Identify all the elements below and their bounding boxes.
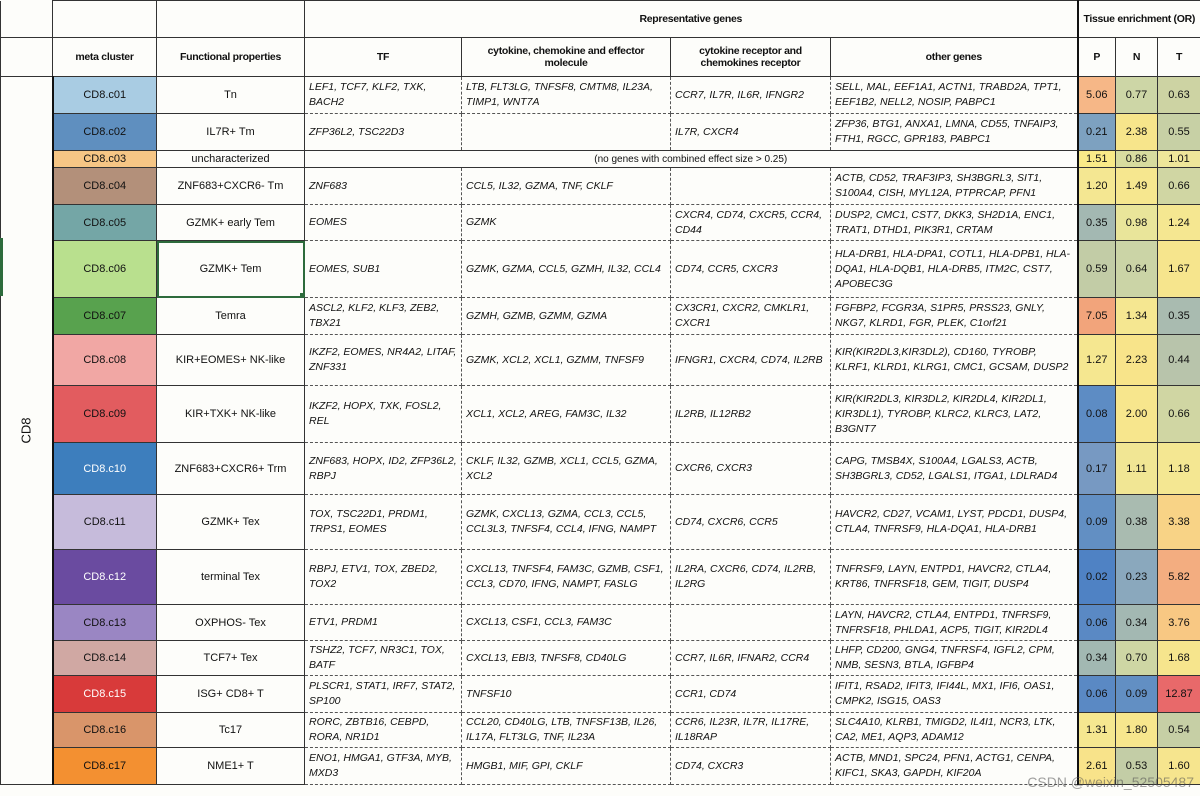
tf-genes-cell[interactable]: IKZF2, HOPX, TXK, FOSL2, REL xyxy=(305,386,462,443)
functional-property-cell[interactable]: uncharacterized xyxy=(157,151,305,168)
or-n-cell[interactable]: 2.38 xyxy=(1116,114,1158,151)
or-p-cell[interactable]: 0.09 xyxy=(1078,495,1116,550)
other-genes-cell[interactable]: KIR(KIR2DL3,KIR3DL2), CD160, TYROBP, KLRF1, KLRD1, KLRG1, CMC1, GCSAM, DUSP2 xyxy=(831,335,1078,386)
meta-cluster-cell[interactable]: CD8.c10 xyxy=(53,443,157,495)
table-row xyxy=(1,114,1200,151)
functional-property-cell[interactable]: terminal Tex xyxy=(157,550,305,605)
or-n-cell[interactable]: 2.23 xyxy=(1116,335,1158,386)
selection-fill-handle[interactable] xyxy=(300,293,305,298)
functional-property-cell[interactable]: GZMK+ Tex xyxy=(157,495,305,550)
table-row xyxy=(1,443,1200,495)
cytokine-genes-cell[interactable]: GZMK, CXCL13, GZMA, CCL3, CCL5, CCL3L3, TNFSF4, CCL4, IFNG, NAMPT xyxy=(462,495,671,550)
meta-cluster-cell[interactable]: CD8.c17 xyxy=(53,748,157,785)
no-genes-note: (no genes with combined effect size > 0.25) xyxy=(305,151,1078,168)
or-n-cell[interactable]: 0.38 xyxy=(1116,495,1158,550)
receptor-genes-cell[interactable]: CCR1, CD74 xyxy=(671,676,831,713)
or-n-cell[interactable]: 1.49 xyxy=(1116,168,1158,205)
other-genes-cell[interactable]: HLA-DRB1, HLA-DPA1, COTL1, HLA-DPB1, HLA-DQA1, HLA-DQB1, HLA-DRB5, ITM2C, CST7, APOBEC3G xyxy=(831,241,1078,298)
or-p-cell[interactable]: 0.59 xyxy=(1078,241,1116,298)
functional-property-cell[interactable]: IL7R+ Tm xyxy=(157,114,305,151)
representative-genes-header: Representative genes xyxy=(305,1,1078,38)
functional-property-cell[interactable]: ZNF683+CXCR6+ Trm xyxy=(157,443,305,495)
or-p-cell[interactable]: 0.17 xyxy=(1078,443,1116,495)
meta-cluster-cell[interactable]: CD8.c02 xyxy=(53,114,157,151)
table-row xyxy=(1,241,1200,298)
or-n-cell[interactable]: 1.80 xyxy=(1116,713,1158,748)
n-header: N xyxy=(1116,38,1158,77)
functional-property-cell[interactable]: ZNF683+CXCR6- Tm xyxy=(157,168,305,205)
or-n-cell[interactable]: 0.34 xyxy=(1116,605,1158,641)
functional-property-cell[interactable]: Tc17 xyxy=(157,713,305,748)
or-t-cell[interactable]: 0.54 xyxy=(1158,713,1200,748)
or-t-cell[interactable]: 5.82 xyxy=(1158,550,1200,605)
or-p-cell[interactable]: 2.61 xyxy=(1078,748,1116,785)
or-t-cell[interactable]: 0.55 xyxy=(1158,114,1200,151)
cytokine-genes-cell[interactable]: CXCL13, EBI3, TNFSF8, CD40LG xyxy=(462,641,671,676)
cytokine-genes-cell[interactable]: GZMH, GZMB, GZMM, GZMA xyxy=(462,298,671,335)
cytokine-genes-cell[interactable]: GZMK, XCL2, XCL1, GZMM, TNFSF9 xyxy=(462,335,671,386)
meta-cluster-cell[interactable]: CD8.c06 xyxy=(53,241,157,298)
cytokine-header: cytokine, chemokine and effector molecule xyxy=(462,38,671,77)
table-row xyxy=(1,205,1200,241)
table-row xyxy=(1,641,1200,676)
other-genes-cell[interactable]: ACTB, MND1, SPC24, PFN1, ACTG1, CENPA, KIFC1, SKA3, GAPDH, KIF20A xyxy=(831,748,1078,785)
or-n-cell[interactable]: 1.34 xyxy=(1116,298,1158,335)
or-n-cell[interactable]: 0.98 xyxy=(1116,205,1158,241)
or-n-cell[interactable]: 0.70 xyxy=(1116,641,1158,676)
table-row xyxy=(1,298,1200,335)
or-p-cell[interactable]: 1.20 xyxy=(1078,168,1116,205)
cytokine-genes-cell[interactable]: LTB, FLT3LG, TNFSF8, CMTM8, IL23A, TIMP1, WNT7A xyxy=(462,77,671,114)
or-n-cell[interactable]: 0.53 xyxy=(1116,748,1158,785)
cytokine-genes-cell[interactable]: CCL5, IL32, GZMA, TNF, CKLF xyxy=(462,168,671,205)
table-row xyxy=(1,77,1200,114)
or-n-cell[interactable]: 0.64 xyxy=(1116,241,1158,298)
other-genes-cell[interactable]: SELL, MAL, EEF1A1, ACTN1, TRABD2A, TPT1, EEF1B2, NELL2, NOSIP, PABPC1 xyxy=(831,77,1078,114)
other-genes-cell[interactable]: IFIT1, RSAD2, IFIT3, IFI44L, MX1, IFI6, OAS1, CMPK2, ISG15, OAS3 xyxy=(831,676,1078,713)
functional-property-cell[interactable]: Tn xyxy=(157,77,305,114)
tf-genes-cell[interactable]: RORC, ZBTB16, CEBPD, RORA, NR1D1 xyxy=(305,713,462,748)
other-genes-header: other genes xyxy=(831,38,1078,77)
or-t-cell[interactable]: 1.24 xyxy=(1158,205,1200,241)
cytokine-genes-cell[interactable]: CCL20, CD40LG, LTB, TNFSF13B, IL26, IL17A, FLT3LG, TNF, IL23A xyxy=(462,713,671,748)
other-genes-cell[interactable]: FGFBP2, FCGR3A, S1PR5, PRSS23, GNLY, NKG7, KLRD1, FGR, PLEK, C1orf21 xyxy=(831,298,1078,335)
corner-cell xyxy=(1,38,53,77)
cytokine-genes-cell[interactable] xyxy=(462,114,671,151)
or-p-cell[interactable]: 7.05 xyxy=(1078,298,1116,335)
corner-cell xyxy=(1,1,53,38)
or-t-cell[interactable]: 1.01 xyxy=(1158,151,1200,168)
receptor-genes-cell[interactable]: CD74, CXCR3 xyxy=(671,748,831,785)
tf-genes-cell[interactable]: ZNF683, HOPX, ID2, ZFP36L2, RBPJ xyxy=(305,443,462,495)
receptor-genes-cell[interactable] xyxy=(671,168,831,205)
cytokine-genes-cell[interactable]: CXCL13, TNFSF4, FAM3C, GZMB, CSF1, CCL3, CD70, IFNG, NAMPT, FASLG xyxy=(462,550,671,605)
other-genes-cell[interactable]: LHFP, CD200, GNG4, TNFRSF4, IGFL2, CPM, NMB, SESN3, BTLA, IGFBP4 xyxy=(831,641,1078,676)
tf-genes-cell[interactable]: ZNF683 xyxy=(305,168,462,205)
or-n-cell[interactable]: 2.00 xyxy=(1116,386,1158,443)
group-label-cell xyxy=(1,77,53,785)
table-row xyxy=(1,748,1200,785)
receptor-genes-cell[interactable]: IL7R, CXCR4 xyxy=(671,114,831,151)
meta-cluster-cell[interactable]: CD8.c11 xyxy=(53,495,157,550)
meta-cluster-cell[interactable]: CD8.c01 xyxy=(53,77,157,114)
other-genes-cell[interactable]: HAVCR2, CD27, VCAM1, LYST, PDCD1, DUSP4, CTLA4, TNFRSF9, HLA-DQA1, HLA-DRB1 xyxy=(831,495,1078,550)
other-genes-cell[interactable]: CAPG, TMSB4X, S100A4, LGALS3, ACTB, SH3BGRL3, CD52, LGALS1, ITGA1, LDLRAD4 xyxy=(831,443,1078,495)
receptor-genes-cell[interactable] xyxy=(671,605,831,641)
tf-genes-cell[interactable]: LEF1, TCF7, KLF2, TXK, BACH2 xyxy=(305,77,462,114)
or-t-cell[interactable]: 0.66 xyxy=(1158,168,1200,205)
or-p-cell[interactable]: 1.31 xyxy=(1078,713,1116,748)
receptor-genes-cell[interactable]: CXCR6, CXCR3 xyxy=(671,443,831,495)
meta-cluster-cell[interactable]: CD8.c14 xyxy=(53,641,157,676)
or-p-cell[interactable]: 1.51 xyxy=(1078,151,1116,168)
meta-cluster-cell[interactable]: CD8.c07 xyxy=(53,298,157,335)
empty-header-cell xyxy=(157,1,305,38)
receptor-header: cytokine receptor and chemokines receptor xyxy=(671,38,831,77)
table-row xyxy=(1,550,1200,605)
receptor-genes-cell[interactable]: CCR7, IL7R, IL6R, IFNGR2 xyxy=(671,77,831,114)
or-t-cell[interactable]: 0.63 xyxy=(1158,77,1200,114)
functional-property-cell[interactable]: TCF7+ Tex xyxy=(157,641,305,676)
receptor-genes-cell[interactable]: CD74, CCR5, CXCR3 xyxy=(671,241,831,298)
table-row xyxy=(1,151,1200,168)
or-p-cell[interactable]: 0.02 xyxy=(1078,550,1116,605)
cytokine-genes-cell[interactable]: TNFSF10 xyxy=(462,676,671,713)
functional-property-cell[interactable]: KIR+EOMES+ NK-like xyxy=(157,335,305,386)
table-row xyxy=(1,495,1200,550)
or-t-cell[interactable]: 1.60 xyxy=(1158,748,1200,785)
receptor-genes-cell[interactable]: CX3CR1, CXCR2, CMKLR1, CXCR1 xyxy=(671,298,831,335)
tf-genes-cell[interactable]: RBPJ, ETV1, TOX, ZBED2, TOX2 xyxy=(305,550,462,605)
tf-genes-cell[interactable]: ETV1, PRDM1 xyxy=(305,605,462,641)
cytokine-genes-cell[interactable]: HMGB1, MIF, GPI, CKLF xyxy=(462,748,671,785)
or-t-cell[interactable]: 1.67 xyxy=(1158,241,1200,298)
meta-cluster-cell[interactable]: CD8.c09 xyxy=(53,386,157,443)
other-genes-cell[interactable]: TNFRSF9, LAYN, ENTPD1, HAVCR2, CTLA4, KRT86, TNFRSF18, GEM, TIGIT, DUSP4 xyxy=(831,550,1078,605)
watermark: CSDN @weixin_52505487 xyxy=(1027,774,1194,790)
functional-property-cell[interactable]: GZMK+ Tem xyxy=(157,241,305,298)
functional-properties-header: Functional properties xyxy=(157,38,305,77)
other-genes-cell[interactable]: ACTB, CD52, TRAF3IP3, SH3BGRL3, SIT1, S100A4, CISH, MYL12A, PTPRCAP, PFN1 xyxy=(831,168,1078,205)
meta-cluster-cell[interactable]: CD8.c15 xyxy=(53,676,157,713)
other-genes-cell[interactable]: ZFP36, BTG1, ANXA1, LMNA, CD55, TNFAIP3, FTH1, RGCC, GPR183, PABPC1 xyxy=(831,114,1078,151)
or-t-cell[interactable]: 1.68 xyxy=(1158,641,1200,676)
receptor-genes-cell[interactable]: IFNGR1, CXCR4, CD74, IL2RB xyxy=(671,335,831,386)
receptor-genes-cell[interactable]: CXCR4, CD74, CXCR5, CCR4, CD44 xyxy=(671,205,831,241)
table-row xyxy=(1,335,1200,386)
meta-cluster-cell[interactable]: CD8.c05 xyxy=(53,205,157,241)
tf-genes-cell[interactable]: TSHZ2, TCF7, NR3C1, TOX, BATF xyxy=(305,641,462,676)
receptor-genes-cell[interactable]: CD74, CXCR6, CCR5 xyxy=(671,495,831,550)
functional-property-cell[interactable]: NME1+ T xyxy=(157,748,305,785)
other-genes-cell[interactable]: SLC4A10, KLRB1, TMIGD2, IL4I1, NCR3, LTK, CA2, ME1, AQP3, ADAM12 xyxy=(831,713,1078,748)
tf-genes-cell[interactable]: EOMES xyxy=(305,205,462,241)
functional-property-cell[interactable]: OXPHOS- Tex xyxy=(157,605,305,641)
or-t-cell[interactable]: 12.87 xyxy=(1158,676,1200,713)
meta-cluster-cell[interactable]: CD8.c13 xyxy=(53,605,157,641)
functional-property-cell[interactable]: ISG+ CD8+ T xyxy=(157,676,305,713)
or-n-cell[interactable]: 0.09 xyxy=(1116,676,1158,713)
cytokine-genes-cell[interactable]: GZMK, GZMA, CCL5, GZMH, IL32, CCL4 xyxy=(462,241,671,298)
or-n-cell[interactable]: 0.23 xyxy=(1116,550,1158,605)
table-row xyxy=(1,713,1200,748)
functional-property-cell[interactable]: Temra xyxy=(157,298,305,335)
or-p-cell[interactable]: 0.34 xyxy=(1078,641,1116,676)
receptor-genes-cell[interactable]: IL2RA, CXCR6, CD74, IL2RB, IL2RG xyxy=(671,550,831,605)
or-t-cell[interactable]: 1.18 xyxy=(1158,443,1200,495)
or-t-cell[interactable]: 0.66 xyxy=(1158,386,1200,443)
table-row xyxy=(1,605,1200,641)
meta-cluster-header: meta cluster xyxy=(53,38,157,77)
or-p-cell[interactable]: 0.06 xyxy=(1078,676,1116,713)
receptor-genes-cell[interactable]: CCR6, IL23R, IL7R, IL17RE, IL18RAP xyxy=(671,713,831,748)
or-t-cell[interactable]: 0.35 xyxy=(1158,298,1200,335)
selection-edge-marker xyxy=(0,238,3,296)
or-t-cell[interactable]: 3.38 xyxy=(1158,495,1200,550)
tf-genes-cell[interactable]: ENO1, HMGA1, GTF3A, MYB, MXD3 xyxy=(305,748,462,785)
or-p-cell[interactable]: 0.35 xyxy=(1078,205,1116,241)
meta-cluster-cell[interactable]: CD8.c12 xyxy=(53,550,157,605)
meta-cluster-cell[interactable]: CD8.c04 xyxy=(53,168,157,205)
tf-genes-cell[interactable]: PLSCR1, STAT1, IRF7, STAT2, SP100 xyxy=(305,676,462,713)
or-n-cell[interactable]: 0.86 xyxy=(1116,151,1158,168)
p-header: P xyxy=(1078,38,1116,77)
other-genes-cell[interactable]: KIR(KIR2DL3, KIR3DL2, KIR2DL4, KIR2DL1, KIR3DL1), TYROBP, KLRC2, KLRC3, LAT2, B3GNT7 xyxy=(831,386,1078,443)
receptor-genes-cell[interactable]: CCR7, IL6R, IFNAR2, CCR4 xyxy=(671,641,831,676)
or-p-cell[interactable]: 0.21 xyxy=(1078,114,1116,151)
tissue-enrichment-header: Tissue enrichment (OR) xyxy=(1078,1,1200,38)
or-t-cell[interactable]: 3.76 xyxy=(1158,605,1200,641)
tf-genes-cell[interactable]: IKZF2, EOMES, NR4A2, LITAF, ZNF331 xyxy=(305,335,462,386)
cytokine-genes-cell[interactable]: CKLF, IL32, GZMB, XCL1, CCL5, GZMA, XCL2 xyxy=(462,443,671,495)
table-row xyxy=(1,168,1200,205)
t-header: T xyxy=(1158,38,1200,77)
tf-genes-cell[interactable]: ASCL2, KLF2, KLF3, ZEB2, TBX21 xyxy=(305,298,462,335)
or-n-cell[interactable]: 1.11 xyxy=(1116,443,1158,495)
cytokine-genes-cell[interactable]: CXCL13, CSF1, CCL3, FAM3C xyxy=(462,605,671,641)
tf-genes-cell[interactable]: TOX, TSC22D1, PRDM1, TRPS1, EOMES xyxy=(305,495,462,550)
table-row xyxy=(1,386,1200,443)
or-n-cell[interactable]: 0.77 xyxy=(1116,77,1158,114)
empty-header-cell xyxy=(53,1,157,38)
or-p-cell[interactable]: 5.06 xyxy=(1078,77,1116,114)
meta-cluster-cell[interactable]: CD8.c16 xyxy=(53,713,157,748)
or-p-cell[interactable]: 1.27 xyxy=(1078,335,1116,386)
other-genes-cell[interactable]: DUSP2, CMC1, CST7, DKK3, SH2D1A, ENC1, TRAT1, DTHD1, PIK3R1, CRTAM xyxy=(831,205,1078,241)
or-t-cell[interactable]: 0.44 xyxy=(1158,335,1200,386)
or-p-cell[interactable]: 0.06 xyxy=(1078,605,1116,641)
group-label: CD8 xyxy=(18,417,34,444)
or-p-cell[interactable]: 0.08 xyxy=(1078,386,1116,443)
receptor-genes-cell[interactable]: IL2RB, IL12RB2 xyxy=(671,386,831,443)
cytokine-genes-cell[interactable]: GZMK xyxy=(462,205,671,241)
tf-genes-cell[interactable]: ZFP36L2, TSC22D3 xyxy=(305,114,462,151)
meta-cluster-cell[interactable]: CD8.c03 xyxy=(53,151,157,168)
other-genes-cell[interactable]: LAYN, HAVCR2, CTLA4, ENTPD1, TNFRSF9, TNFRSF18, PHLDA1, ACP5, TIGIT, KIR2DL4 xyxy=(831,605,1078,641)
functional-property-cell[interactable]: KIR+TXK+ NK-like xyxy=(157,386,305,443)
meta-cluster-cell[interactable]: CD8.c08 xyxy=(53,335,157,386)
table-row xyxy=(1,676,1200,713)
cytokine-genes-cell[interactable]: XCL1, XCL2, AREG, FAM3C, IL32 xyxy=(462,386,671,443)
functional-property-cell[interactable]: GZMK+ early Tem xyxy=(157,205,305,241)
tf-header: TF xyxy=(305,38,462,77)
tf-genes-cell[interactable]: EOMES, SUB1 xyxy=(305,241,462,298)
